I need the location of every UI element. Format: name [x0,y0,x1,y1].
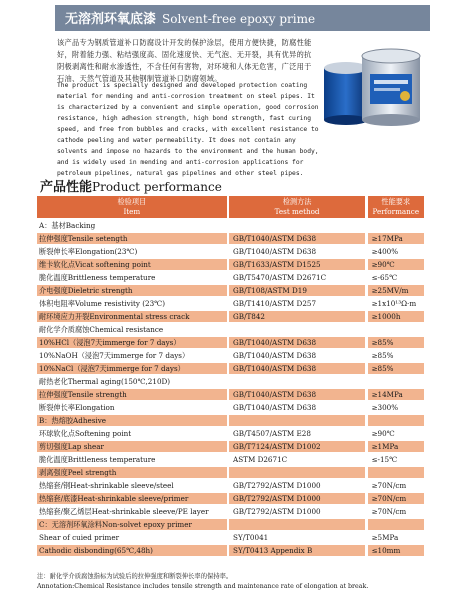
table-row [37,376,424,387]
cell-performance: ≥70N/cm [368,480,424,491]
cell-method: GB/T4507/ASTM E28 [229,428,365,439]
cell-item: 介电强度Dieletric strength [37,285,227,296]
banner-title-en: Solvent-free epoxy prime [162,12,316,26]
cell-method: GB/T2792/ASTM D1000 [229,506,365,517]
table-row [37,532,424,543]
cell-method [229,324,365,335]
cell-item: 断裂伸长率Elongation [37,402,227,413]
section-title-cn: 产品性能 [40,180,93,195]
cell-item: 10%HCl（浸泡7天immerge for 7 days） [37,337,227,348]
header-method-en: Test method [274,207,320,216]
header-performance-cn: 性能要求 [381,197,411,206]
header-performance [368,196,424,218]
cell-item: C：无溶剂环氧涂料Non-solvet epoxy primer [37,519,227,530]
cell-performance [368,324,424,335]
footnote-cn: 注：耐化学介质腐蚀指标为试验后的拉伸强度和断裂伸长率的保持率。 [37,573,233,580]
cell-performance: ≥70N/cm [368,506,424,517]
cell-performance: ≥1x10¹³Ω·m [368,298,424,309]
cell-performance: ≥85% [368,363,424,374]
table-row [37,324,424,335]
intro-english [57,80,433,179]
cell-item: 脆化温度Brittleness temperature [37,454,227,465]
cell-performance: ≥90℃ [368,259,424,270]
title-banner [55,5,430,31]
table-row [37,337,424,348]
header-item-cn: 检验项目 [117,197,147,206]
cell-item: 热缩套/底漆Heat-shrinkable sleeve/primer [37,493,227,504]
cell-performance: ≥70N/cm [368,493,424,504]
cell-method: GB/T5470/ASTM D2671C [229,272,365,283]
cell-method: SY/T0041 [229,532,365,543]
cell-performance: ≥300% [368,402,424,413]
cell-item: 剪切强度Lap shear [37,441,227,452]
table-row [37,480,424,491]
cell-method [229,415,365,426]
cell-method: ASTM D2671C [229,454,365,465]
cell-item: 耐化学介质腐蚀Chemical resistance [37,324,227,335]
cell-method: GB/T1410/ASTM D257 [229,298,365,309]
cell-method: GB/T2792/ASTM D1000 [229,493,365,504]
cell-item: A：基材Backing [37,220,227,231]
table-row [37,298,424,309]
cell-method [229,467,365,478]
table-row [37,389,424,400]
cell-method: GB/T1633/ASTM D1525 [229,259,365,270]
cell-method: GB/T1040/ASTM D638 [229,337,365,348]
cell-method [229,220,365,231]
table-row [37,311,424,322]
cell-performance [368,376,424,387]
cell-method: GB/T1040/ASTM D638 [229,246,365,257]
cell-performance: ≥85% [368,350,424,361]
section-title-en: Product performance [92,180,222,194]
footnote-en: Annotation:Chemical Resistance includes tensile strength and maintenance rate of elongation at break. [37,583,369,590]
cell-performance: ≥5MPa [368,532,424,543]
intro-chinese: 该产品专为钢质管道补口防腐设计开发的保护涂层，使用方便快捷，防腐性能好，附着能力强、粘结强度高、固化速度快、无气泡、无开裂，具有优异的抗阴极剥离性和耐水渗透性，不含任何有害物，对环境和人体无危害，广泛用于石油、天然气管道及其他钢制管道补口防腐领域。 [57,38,312,83]
table-row [37,415,424,426]
cell-performance: ≥25MV/m [368,285,424,296]
cell-method [229,519,365,530]
table-row [37,545,424,556]
table-row [37,467,424,478]
table-header-row [37,196,424,218]
table-row [37,246,424,257]
cell-method: GB/T108/ASTM D19 [229,285,365,296]
table-row [37,233,424,244]
cell-performance: ≥14MPa [368,389,424,400]
section-title [40,176,222,195]
cell-item: Cathodic disbonding(65℃,48h) [37,545,227,556]
cell-item: Shear of cuied primer [37,532,227,543]
cell-performance [368,220,424,231]
table-row [37,506,424,517]
cell-performance: ≥17MPa [368,233,424,244]
cell-method: GB/T7124/ASTM D1002 [229,441,365,452]
cell-method: GB/T1040/ASTM D638 [229,363,365,374]
table-row [37,493,424,504]
performance-table [37,194,424,558]
cell-method: SY/T0413 Appendix B [229,545,365,556]
cell-performance: ≥85% [368,337,424,348]
cell-item: 环球软化点Softening point [37,428,227,439]
table-row [37,350,424,361]
cell-item: 断裂伸长率Elongation(23℃) [37,246,227,257]
cell-method: GB/T1040/ASTM D638 [229,233,365,244]
cell-performance [368,415,424,426]
cell-method: GB/T2792/ASTM D1000 [229,480,365,491]
cell-item: 脆化温度Brittleness temperature [37,272,227,283]
cell-item: 拉伸强度Tensile setength [37,233,227,244]
cell-item: 维卡软化点Vicat softening point [37,259,227,270]
cell-performance: ≥90℃ [368,428,424,439]
cell-performance: ≤10mm [368,545,424,556]
cell-item: 拉伸强度Tensile strength [37,389,227,400]
table-row [37,402,424,413]
table-row [37,441,424,452]
cell-performance: ≤-15℃ [368,454,424,465]
header-method [229,196,365,218]
header-method-cn: 检测方法 [282,197,312,206]
cell-method: GB/T1040/ASTM D638 [229,389,365,400]
table-row [37,363,424,374]
cell-item: 剥离强度Peel strength [37,467,227,478]
table-row [37,220,424,231]
cell-performance: ≥1000h [368,311,424,322]
table-row [37,285,424,296]
cell-performance: ≥400% [368,246,424,257]
table-row [37,519,424,530]
table-row [37,272,424,283]
banner-title [65,8,315,27]
cell-item: 耐热老化Thermal aging(150℃,210D) [37,376,227,387]
cell-item: 热缩套/钢Heat-shrinkable sleeve/steel [37,480,227,491]
cell-item: 热缩套/聚乙烯层Heat-shrinkable sleeve/PE layer [37,506,227,517]
table-row [37,259,424,270]
table-row [37,454,424,465]
cell-method: GB/T1040/ASTM D638 [229,402,365,413]
header-performance-en: Performance [372,207,420,216]
cell-item: 耐环境应力开裂Environmental stress crack [37,311,227,322]
cell-performance: ≤-65℃ [368,272,424,283]
cell-performance [368,519,424,530]
intro-english-text: The product is specially designed and developed protection coating material for mending and anti-corrosion treatment on steel pipes. It is characterized by a convenient and simple operation, good corrosion resistance, high adhesion strength, high bond strength, fast curing speed, and free from bubbles and cracks, with excellent resistance to cathode peeling and water permeability. It does not contain any solvents and impose no hazards to the environment and the human body, and is widely used in mending and anti-corrosion applications for petroleum pipelines, natural gas pipelines and other steel pipes. [57,82,319,177]
cell-method: GB/T842 [229,311,365,322]
cell-performance [368,467,424,478]
footnote [37,572,427,592]
cell-item: 10%NaCl（浸泡7天immerge for 7 days） [37,363,227,374]
cell-item: 体积电阻率Volume resistivity (23℃) [37,298,227,309]
cell-item: 10%NaOH（浸泡7天immerge for 7 days） [37,350,227,361]
header-item-en: Item [123,207,141,216]
header-item [37,196,227,218]
banner-title-cn: 无溶剂环氧底漆 [65,12,157,27]
cell-performance: ≥1MPa [368,441,424,452]
cell-method: GB/T1040/ASTM D638 [229,350,365,361]
cell-item: B：热熔胶Adhesive [37,415,227,426]
table-row [37,428,424,439]
cell-method [229,376,365,387]
